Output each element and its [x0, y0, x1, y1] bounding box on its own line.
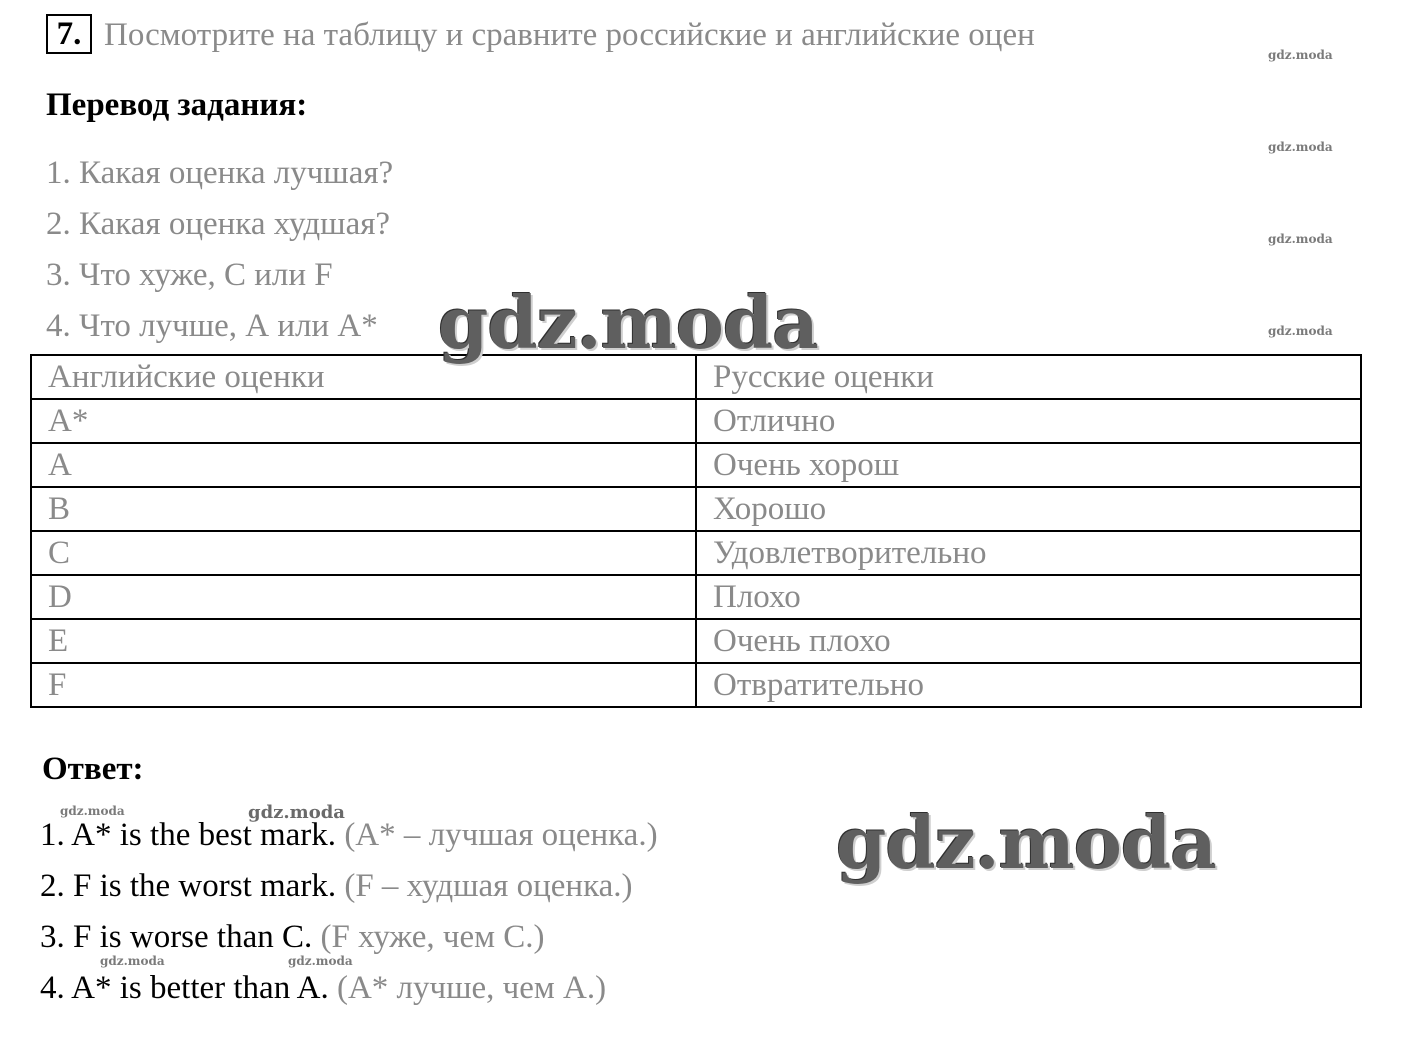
- english-grade: A*: [31, 399, 696, 443]
- answer-russian: (F – худшая оценка.): [336, 868, 633, 904]
- watermark-small: gdz.moda: [100, 954, 165, 968]
- english-grade: E: [31, 619, 696, 663]
- table-row: [31, 619, 1361, 663]
- table-row: [31, 663, 1361, 707]
- task-text: Посмотрите на таблицу и сравните российские и английские оцен: [104, 17, 1035, 53]
- answer-russian: (A* – лучшая оценка.): [336, 817, 658, 853]
- answer-2: [40, 865, 633, 907]
- russian-grade: Удовлетворительно: [696, 531, 1361, 575]
- watermark-small: gdz.moda: [1268, 140, 1333, 154]
- header-russian-grades: Русские оценки: [696, 355, 1361, 399]
- question-4: 4. Что лучше, А или A*: [46, 308, 378, 344]
- watermark-small: gdz.moda: [1268, 48, 1333, 62]
- russian-grade: Очень плохо: [696, 619, 1361, 663]
- grades-table: [30, 354, 1362, 708]
- answer-english: 3. F is worse than C.: [40, 919, 313, 955]
- watermark-small: gdz.moda: [1268, 324, 1333, 338]
- watermark-small: gdz.moda: [60, 804, 125, 818]
- answer-english: 4. A* is better than A.: [40, 970, 329, 1006]
- table-row: [31, 399, 1361, 443]
- question-3: 3. Что хуже, C или F: [46, 257, 333, 293]
- answer-1: [40, 814, 658, 856]
- translation-heading: Перевод задания:: [46, 87, 308, 123]
- russian-grade: Плохо: [696, 575, 1361, 619]
- watermark-small: gdz.moda: [288, 954, 353, 968]
- answer-heading: Ответ:: [42, 751, 144, 787]
- russian-grade: Хорошо: [696, 487, 1361, 531]
- watermark-large: gdz.moda: [836, 800, 1216, 885]
- english-grade: F: [31, 663, 696, 707]
- answer-english: 2. F is the worst mark.: [40, 868, 337, 904]
- watermark-small: gdz.moda: [248, 802, 345, 823]
- english-grade: D: [31, 575, 696, 619]
- table-row: [31, 531, 1361, 575]
- russian-grade: Отлично: [696, 399, 1361, 443]
- watermark-small: gdz.moda: [1268, 232, 1333, 246]
- table-row: [31, 487, 1361, 531]
- answer-4: [40, 967, 606, 1009]
- header-english-grades: Английские оценки: [31, 355, 696, 399]
- answer-english: 1. A* is the best mark.: [40, 817, 337, 853]
- question-2: 2. Какая оценка худшая?: [46, 206, 391, 242]
- english-grade: B: [31, 487, 696, 531]
- watermark-large: gdz.moda: [438, 280, 818, 365]
- task-number: 7.: [46, 14, 92, 54]
- question-1: 1. Какая оценка лучшая?: [46, 155, 394, 191]
- answer-russian: (A* лучше, чем А.): [328, 970, 607, 1006]
- table-row: [31, 575, 1361, 619]
- english-grade: C: [31, 531, 696, 575]
- answer-3: [40, 916, 545, 958]
- russian-grade: Отвратительно: [696, 663, 1361, 707]
- answer-russian: (F хуже, чем С.): [312, 919, 545, 955]
- english-grade: A: [31, 443, 696, 487]
- table-row: [31, 443, 1361, 487]
- russian-grade: Очень хорош: [696, 443, 1361, 487]
